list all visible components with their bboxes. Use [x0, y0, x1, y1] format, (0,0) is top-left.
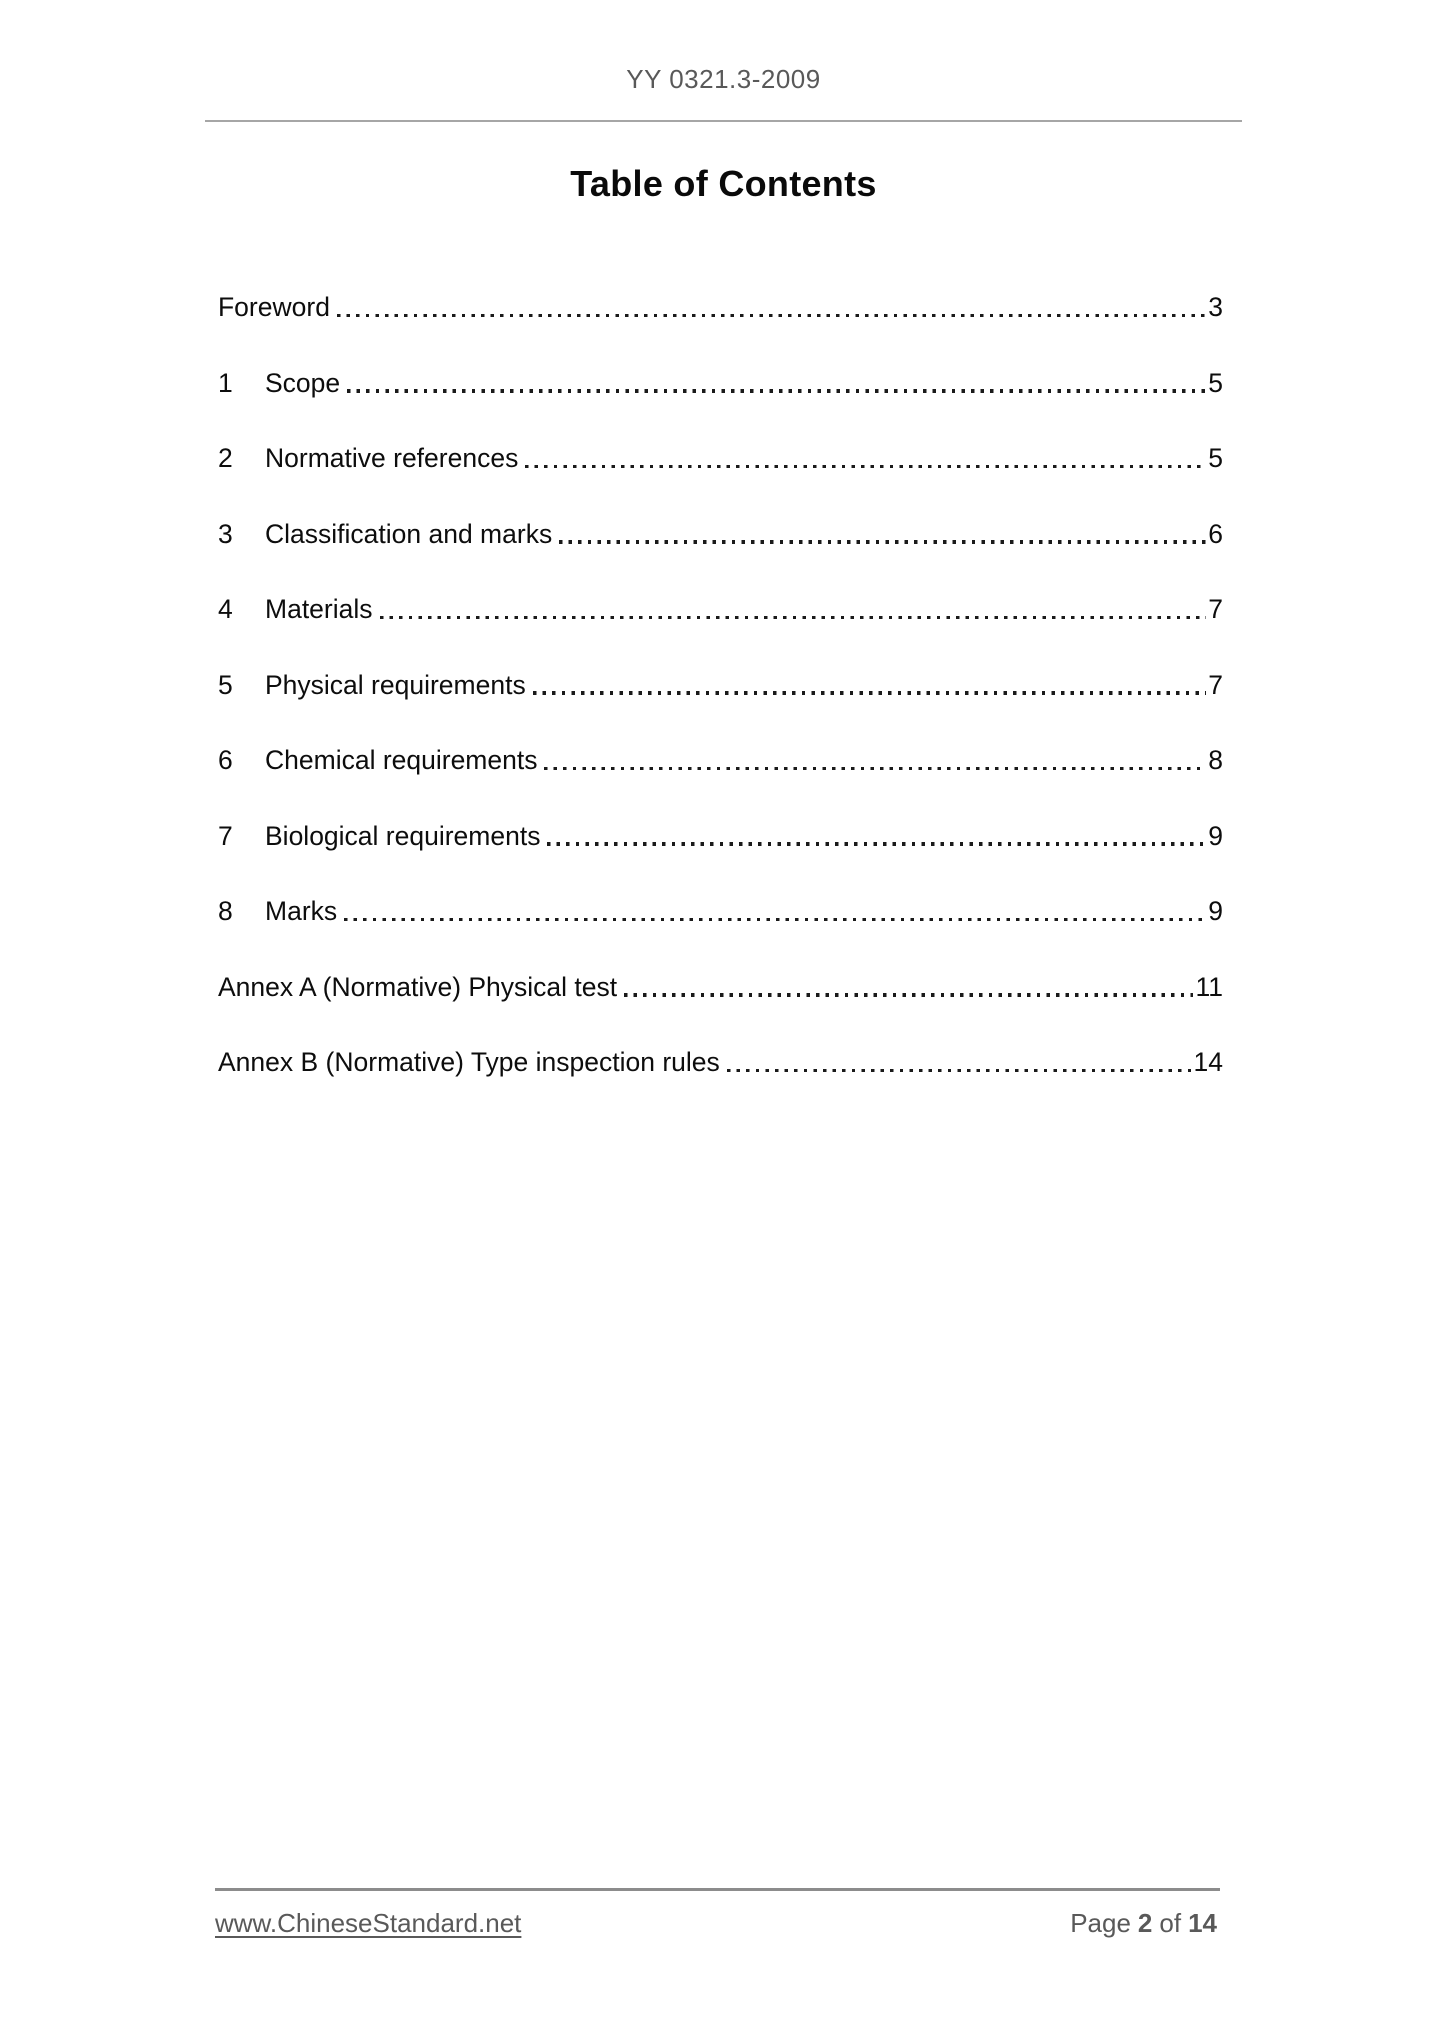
dot-leader	[525, 465, 1206, 468]
toc-entry	[218, 970, 1223, 1004]
doc-number-text: YY 0321.3-2009	[626, 64, 821, 94]
toc-entry-number: 7	[218, 820, 233, 851]
toc-list	[218, 290, 1223, 1121]
toc-entry-label: Classification and marks	[265, 518, 553, 549]
toc-entry-page-number: 5	[1208, 443, 1223, 473]
toc-entry-page-number: 8	[1208, 745, 1223, 775]
toc-entry-page-number: 5	[1208, 367, 1223, 398]
dot-leader	[347, 389, 1206, 392]
toc-entry-label: Scope	[265, 367, 341, 398]
toc-entry	[218, 366, 1223, 400]
toc-entry-label: Materials	[265, 594, 373, 624]
toc-entry-page-number: 6	[1208, 518, 1223, 549]
toc-entry	[218, 1045, 1223, 1079]
toc-entry	[218, 592, 1223, 626]
toc-entry-number: 5	[218, 669, 233, 700]
dot-leader	[344, 918, 1206, 921]
toc-entry-page-number: 3	[1208, 292, 1223, 322]
toc-entry-page-number: 7	[1208, 594, 1223, 624]
toc-entry-page-number: 7	[1208, 669, 1223, 700]
toc-entry-label: Marks	[265, 896, 338, 926]
dot-leader	[547, 842, 1206, 845]
page-indicator	[1070, 1908, 1217, 1939]
page-current: 2	[1137, 1908, 1153, 1938]
toc-entry	[218, 668, 1223, 702]
toc-entry	[218, 894, 1223, 928]
toc-entry-label: Foreword	[218, 292, 330, 322]
footer-divider	[215, 1888, 1220, 1891]
toc-entry-page-number: 9	[1208, 820, 1223, 851]
toc-entry-label: Physical requirements	[265, 669, 526, 700]
toc-entry-number: 8	[218, 896, 233, 926]
toc-entry-page-number: 9	[1208, 896, 1223, 926]
toc-entry-number: 1	[218, 367, 233, 398]
toc-entry-label: Biological requirements	[265, 820, 541, 851]
page-title: Table of Contents	[570, 163, 877, 204]
toc-entry-number: 3	[218, 518, 233, 549]
toc-entry	[218, 743, 1223, 777]
toc-entry-number: 6	[218, 745, 233, 775]
dot-leader	[624, 993, 1193, 996]
dot-leader	[533, 691, 1207, 694]
dot-leader	[544, 767, 1206, 770]
site-link[interactable]: www.ChineseStandard.net	[215, 1908, 522, 1938]
of-word: of	[1159, 1908, 1182, 1938]
dot-leader	[337, 314, 1206, 317]
toc-entry-number: 4	[218, 594, 233, 624]
dot-leader	[727, 1069, 1192, 1072]
toc-entry-page-number: 11	[1195, 971, 1223, 1002]
toc-entry	[218, 517, 1223, 551]
header-divider	[205, 120, 1242, 122]
toc-entry-label: Normative references	[265, 443, 519, 473]
page-total: 14	[1188, 1908, 1217, 1938]
toc-entry	[218, 441, 1223, 475]
toc-entry-number: 2	[218, 443, 233, 473]
page-word: Page	[1070, 1908, 1131, 1938]
dot-leader	[380, 616, 1207, 619]
toc-entry-label: Annex A (Normative) Physical test	[218, 971, 618, 1002]
toc-entry-label: Annex B (Normative) Type inspection rules	[218, 1047, 720, 1077]
toc-entry	[218, 290, 1223, 324]
toc-entry-label: Chemical requirements	[265, 745, 538, 775]
dot-leader	[559, 540, 1206, 543]
toc-entry-page-number: 14	[1193, 1047, 1223, 1077]
toc-entry	[218, 819, 1223, 853]
